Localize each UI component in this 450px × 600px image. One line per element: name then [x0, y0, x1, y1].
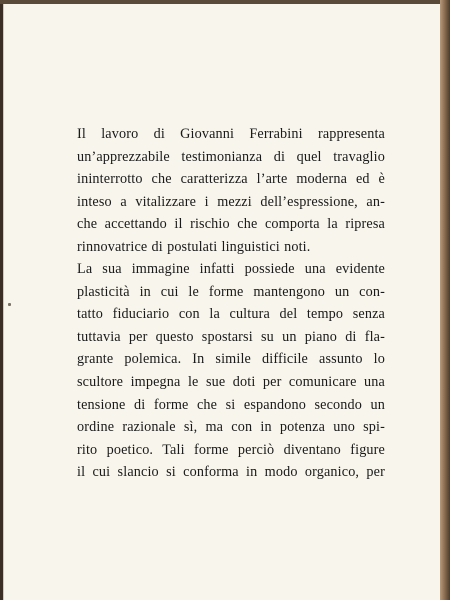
- text-line: grante polemica. In simile difficile assunto lo: [77, 351, 385, 368]
- text-line: tatto fiduciario con la cultura del tempo senza: [77, 306, 385, 323]
- text-line: rito poetico. Tali forme perciò diventano figure: [77, 441, 385, 458]
- body-text: [77, 123, 385, 484]
- text-line: Il lavoro di Giovanni Ferrabini rappresenta: [77, 126, 385, 142]
- text-line: plasticità in cui le forme mantengono un con-: [77, 283, 385, 300]
- text-line: rinnovatrice di postulati linguistici noti.: [77, 238, 311, 255]
- text-line: tuttavia per questo spostarsi su un piano di fla-: [77, 328, 385, 345]
- text-line: ordine razionale sì, ma con in potenza uno spi-: [77, 419, 385, 436]
- text-line: inteso a vitalizzare i mezzi dell’espressione, an-: [77, 193, 385, 210]
- page-sheet: [3, 4, 441, 600]
- text-line: tensione di forme che si espandono secondo un: [77, 396, 385, 413]
- text-line: che accettando il rischio che comporta la ripresa: [77, 216, 385, 233]
- scan-right-edge: [440, 0, 450, 600]
- text-line: ininterrotto che caratterizza l’arte moderna ed è: [77, 171, 385, 188]
- text-line: scultore impegna le sue doti per comunicare una: [77, 374, 385, 391]
- text-line: il cui slancio si conforma in modo organico, per: [77, 464, 385, 481]
- text-line: La sua immagine infatti possiede una evidente: [77, 261, 385, 278]
- margin-mark: [8, 303, 11, 306]
- text-line: un’apprezzabile testimonianza di quel travaglio: [77, 148, 385, 165]
